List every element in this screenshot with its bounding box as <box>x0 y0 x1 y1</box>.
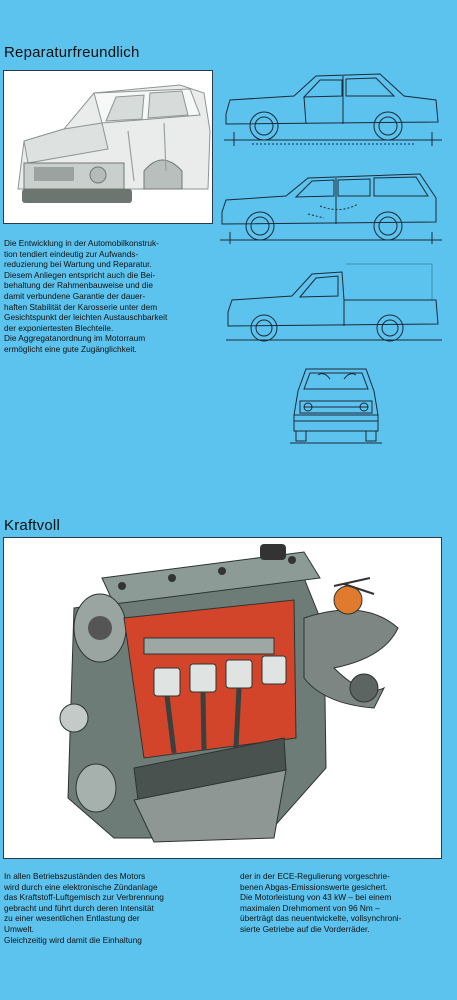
engine-cutaway-illustration <box>3 537 442 859</box>
pickup-side-blueprint <box>226 260 442 342</box>
car-body-shell-illustration <box>3 70 213 224</box>
engine-icon <box>4 538 442 859</box>
car-front-blueprint <box>290 365 382 445</box>
wagon-side-blueprint <box>220 168 442 244</box>
sedan-side-blueprint <box>224 70 442 148</box>
repair-paragraph: Die Entwicklung in der Automobilkonstruk- tion tendiert eindeutig zur Aufwands- reduzierung bei Wartung und Reparatur. Diesem Anliegen entspricht auch die Bei- behaltung der Rahmenbauweise und die damit verbundene Garantie der dauer- haften Stabilität der Karosserie unter dem Gesichtspunkt der leichten Austauschbarkeit der exponiertesten Blechteile. Die Aggregatanordnung im Motorraum ermöglicht eine gute Zugänglichkeit. <box>4 238 168 354</box>
car-body-shell-icon <box>4 71 213 224</box>
section-title-repair: Reparaturfreundlich <box>4 44 140 61</box>
section-title-power: Kraftvoll <box>4 517 60 534</box>
power-paragraph-right: der in der ECE-Regulierung vorgeschrie- benen Abgas-Emissionswerte gesichert. Die Motorleistung von 43 kW – bei einem maximalen Drehmoment von 96 Nm – überträgt das neuentwickelte, vollsynchroni- sierte Getriebe auf die Vorderräder. <box>240 871 402 934</box>
power-paragraph-left: In allen Betriebszuständen des Motors wird durch eine elektronische Zündanlage das Kraftstoff-Luftgemisch zur Verbrennung gebracht und führt durch deren Intensität zu einer wesentlichen Entlastung der Umwelt. Gleichzeitig wird damit die Einhaltung <box>4 871 164 945</box>
